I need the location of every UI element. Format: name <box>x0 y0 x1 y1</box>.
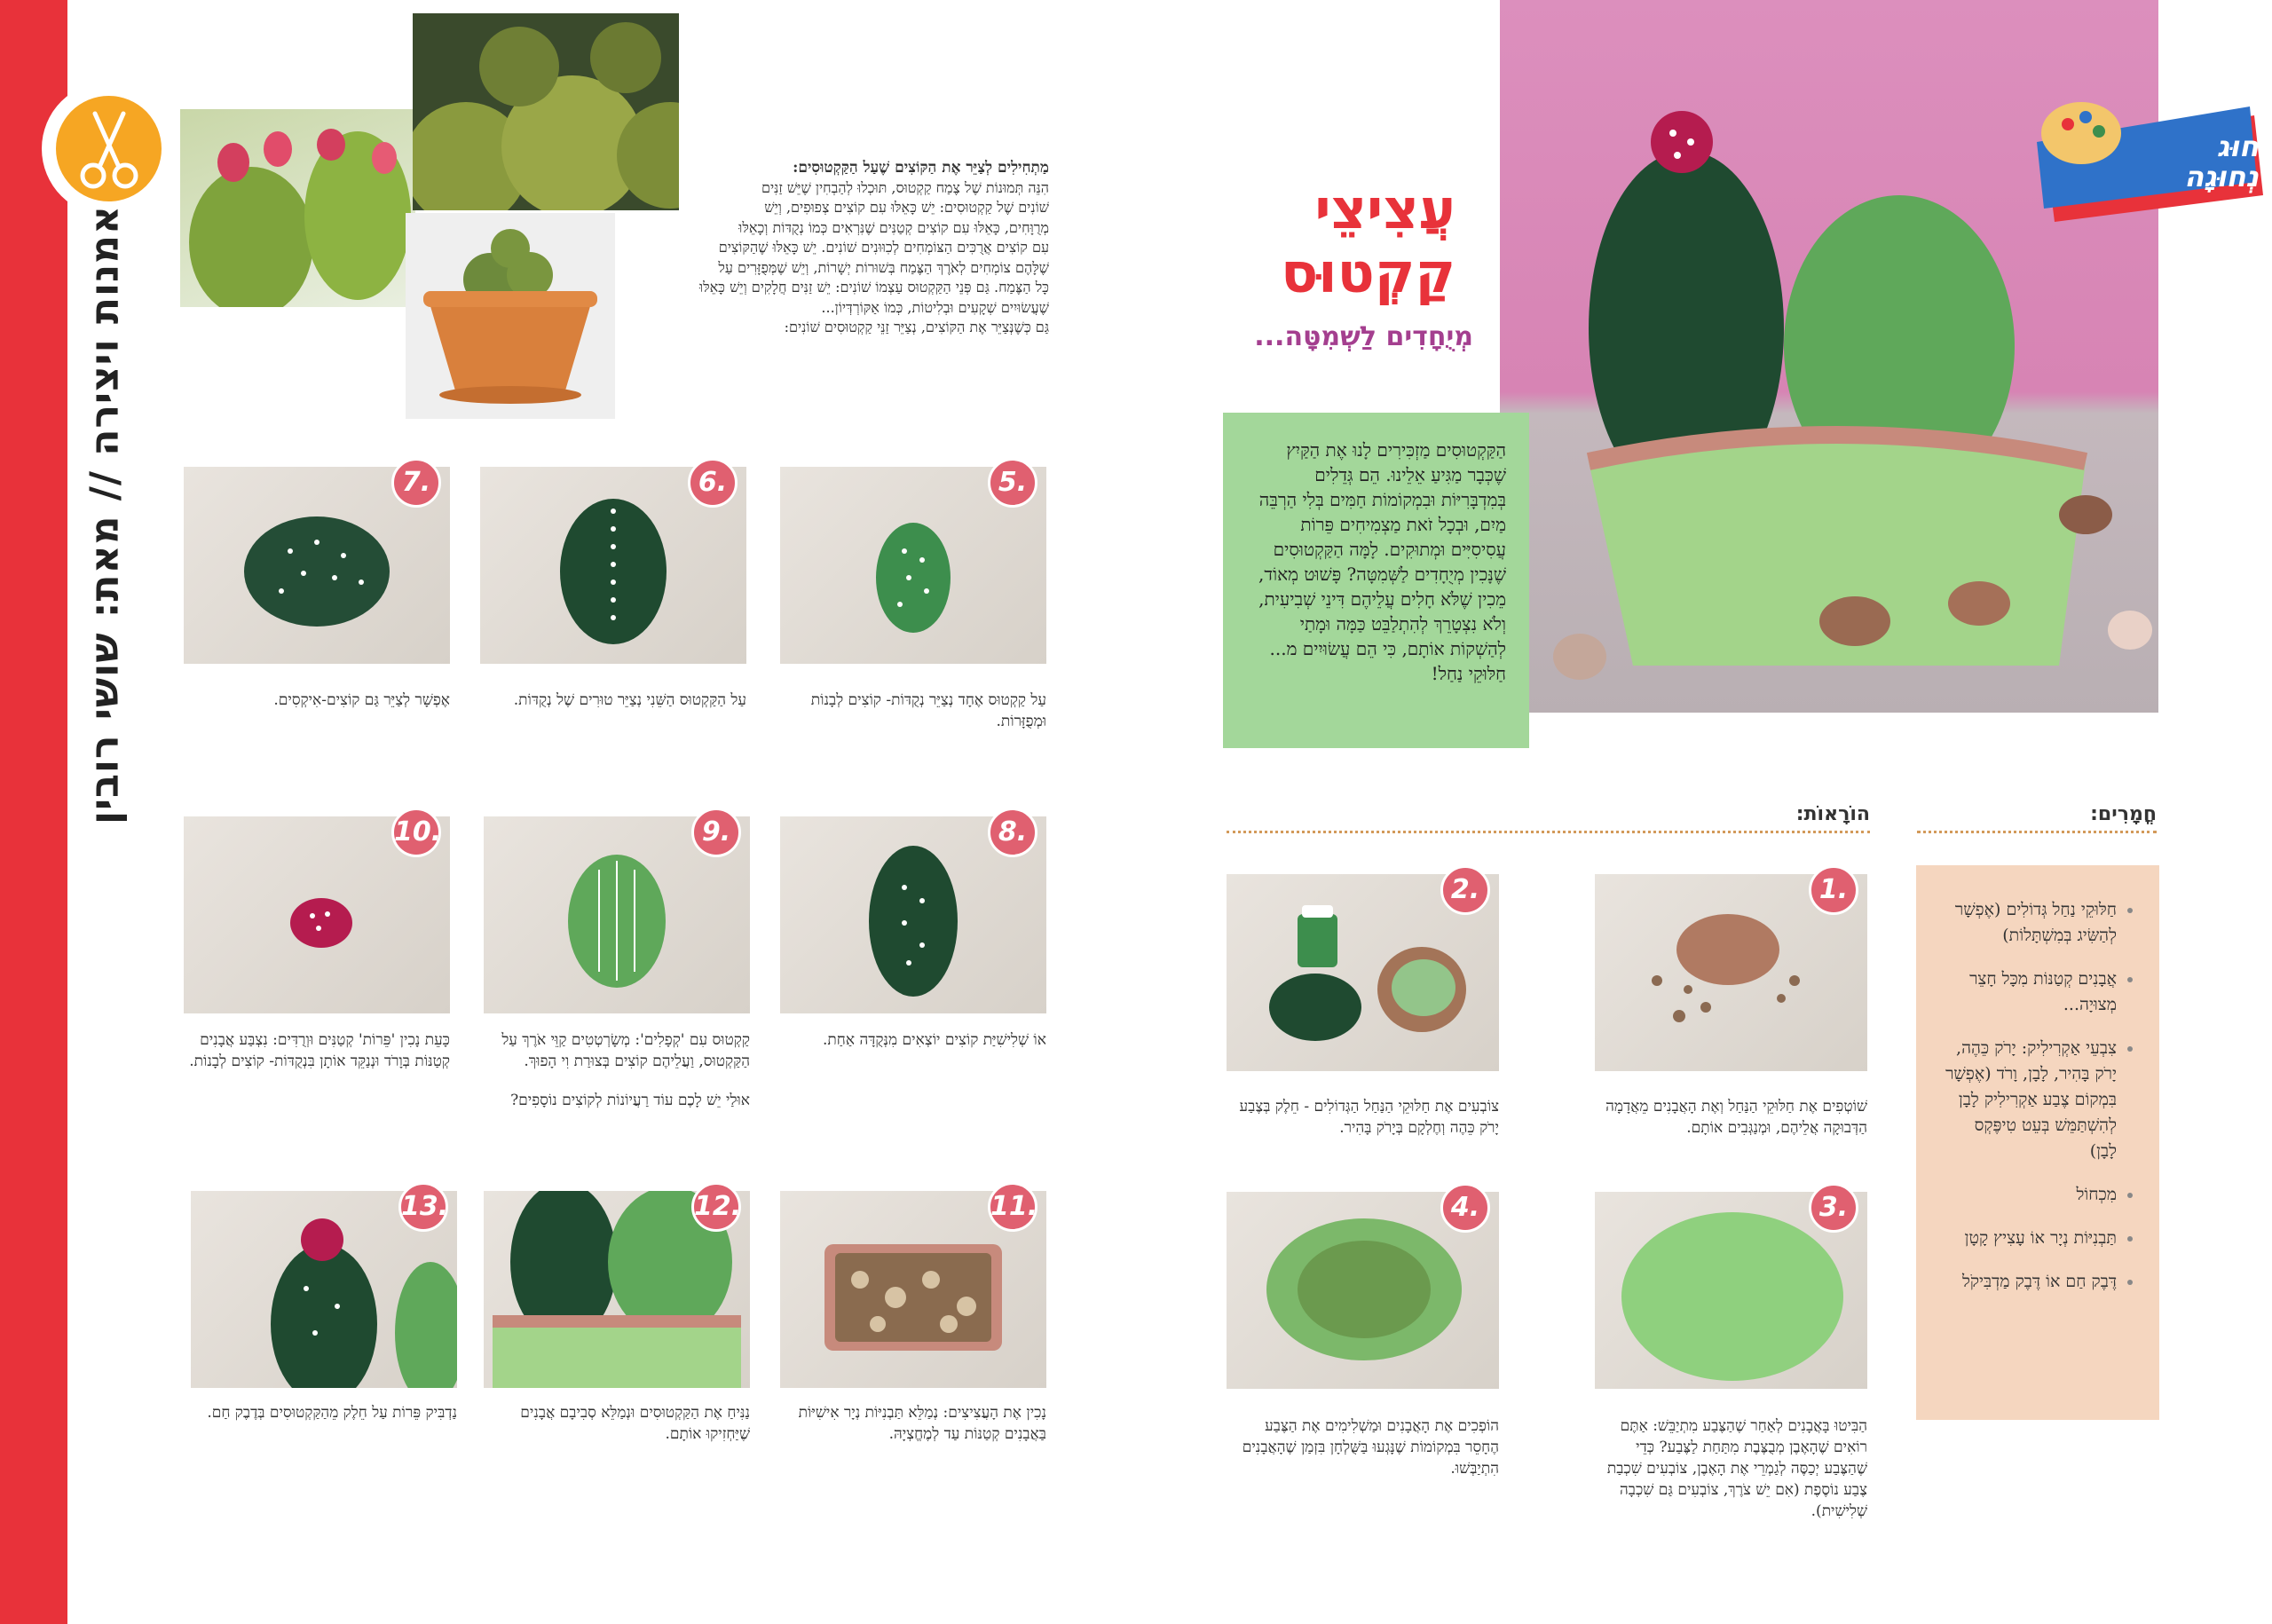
intro-paragraph <box>621 158 1049 338</box>
material-item: • מִכְחוֹל <box>1943 1182 2117 1208</box>
step-11-caption: נָכִין אֶת הָעֲצִיצִים: נְמַלֵּא תַּבְנִיּוֹת נְיָר אִישִׁיּוֹת בַּאֲבָנִים קְטַנּוֹת עַד לְמֶחֱצְיָהּ. <box>798 1404 1046 1443</box>
vertical-credit <box>78 205 131 824</box>
step-6-photo <box>480 467 746 664</box>
step-11-photo <box>780 1191 1046 1388</box>
intro-line: שֶׁלָּהֶם צוֹמְחִים לְאֹרֶךְ הַצֶּמַח בְּשׁוּרוֹת יְשָׁרוֹת, וְיֵשׁ שֶׁמְּפֻזָּרִים עַל <box>718 258 1049 276</box>
materials-list <box>1943 897 2133 1295</box>
step-8-photo <box>780 816 1046 1013</box>
scissors-icon <box>56 96 162 201</box>
step-10-photo <box>184 816 450 1013</box>
material-item: • צִבְעֵי אַקְרִילִיק: יָרֹק כֵּהֶה, יָרֹק בָּהִיר, לָבָן, וָרֹד (אֶפְשָׁר בִּמְקוֹם צֶבַע אַקְרִילִיק לָבָן לְהִשְׁתַּמֵּשׁ בְּעֵט טִיפֶּקְס לָבָן) <box>1943 1036 2117 1164</box>
instructions-heading <box>1227 803 1870 833</box>
green-intro-box <box>1223 413 1529 748</box>
step-2-photo <box>1227 874 1499 1071</box>
step-8-caption: אוֹ שְׁלִישִׁיַּת קוֹצִים יוֹצְאִים מִנְּקֻדָּה אַחַת. <box>823 1031 1046 1049</box>
material-item: • דֶּבֶק חַם אוֹ דֶּבֶק מַדְבִּיקֹל <box>1943 1269 2117 1295</box>
step-12-photo <box>484 1191 750 1388</box>
step-2-caption: צוֹבְעִים אֶת חַלּוּקֵי הַנַּחַל הַגְּדוֹלִים - חֵלֶק בְּצֶבַע יָרֹק כֵּהֶה וְחֶלְקָם בְּיָרֹק בָּהִיר. <box>1239 1098 1499 1137</box>
step-12-caption: נַנִּיחַ אֶת הַקַּקְטוּסִים וּנְמַלֵּא סְבִיבָם אֲבָנִים שֶׁיַּחְזִיקוּ אוֹתָם. <box>520 1404 750 1443</box>
step-number-badge: 9. <box>691 808 741 857</box>
step-4-photo <box>1227 1192 1499 1389</box>
logo-line-1: חוּג <box>2216 130 2259 163</box>
intro-line: מְרֻוָּחִים, כָּאֵלּוּ עִם קוֹצִים קְטַנִּים שֶׁנִּרְאִים כְּמוֹ נְקֻדּוֹת וְכָאֵלּוּ <box>738 218 1049 236</box>
step-5-caption: עַל קַקְטוּס אֶחָד נְצַיֵּר נְקֻדּוֹת- קוֹצִים לְבָנוֹת וּמְפֻזָּרוֹת. <box>810 691 1046 730</box>
step-13-caption: נַדְבִּיק פֵּרוֹת עַל חֵלֶק מֵהַקַּקְטוּסִים בְּדֶבֶק חַם. <box>207 1404 457 1422</box>
step-1-caption: שׁוֹטְפִים אֶת חַלּוּקֵי הַנַּחַל וְאֶת הָאֲבָנִים מֵאֲדָמָה הַדְּבוּקָה אֲלֵיהֶם, וּמְנַגְּבִים אוֹתָם. <box>1605 1098 1867 1137</box>
logo-badge <box>2028 62 2272 222</box>
scissors-badge <box>44 84 173 213</box>
step-3-photo <box>1595 1192 1867 1389</box>
materials-box <box>1916 865 2159 1420</box>
step-number-badge: 1. <box>1809 865 1858 915</box>
step-3-caption: הַבִּיטוּ בָּאֲבָנִים לְאַחַר שֶׁהַצֶּבַע מִתְיַבֵּשׁ: אַתֶּם רוֹאִים שֶׁהָאֶבֶן מְבֻצֶּבֶת מִתַּחַת לַצֶּבַע? כְּדֵי שֶׁהַצֶּבַע יְכַסֶּה לְגַמְרֵי אֶת הָאֶבֶן, צוֹבְעִים שִׁכְבַת צֶבַע נוֹסֶפֶת (אִם יֵשׁ צֹרֶךְ, צוֹבְעִים גַּם שִׁכְבָה שְׁלִישִׁית). <box>1606 1417 1867 1520</box>
title-line-2: קַקְטוּס <box>1281 240 1456 305</box>
step-number-badge: 3. <box>1809 1183 1858 1233</box>
page-subtitle: מְיֻחָדִים לַשְׁמִטָּה... <box>1254 321 1473 352</box>
step-7-caption: אֶפְשָׁר לְצַיֵּר גַּם קוֹצִים-אִיקְסִים. <box>273 691 450 709</box>
step-number-badge: 12. <box>691 1182 741 1232</box>
step-number-badge: 8. <box>988 808 1037 857</box>
step-6-caption: עַל הַקַּקְטוּס הַשֵּׁנִי נְצַיֵּר טוּרִים שֶׁל נְקֻדּוֹת. <box>513 691 746 709</box>
photo-cactus-pot <box>406 213 615 419</box>
title-line-1: עֲצִיצֵי <box>1314 177 1456 241</box>
intro-line: שֶׁעֲשׂוּיִים שְׁקָעִים וּבְלִיטוֹת, כְּמוֹ אַקּוֹרְדְּיוֹן... <box>821 298 1049 316</box>
material-item: • חַלּוּקֵי נַחַל גְּדוֹלִים (אֶפְשָׁר לְהַשִּׂיג בְּמִשְׁתָּלוֹת) <box>1943 897 2117 949</box>
intro-line: שׁוֹנִים שֶׁל קַקְטוּסִים: יֵשׁ כָּאֵלּוּ עִם קוֹצִים צְפוּפִים, וְיֵשׁ <box>764 199 1049 216</box>
logo-line-2: נְחוּגָה <box>2184 160 2259 193</box>
material-item: • תַּבְנִיּוֹת נְיָר אוֹ עָצִיץ קָטָן <box>1943 1226 2117 1251</box>
instructions-heading-text: הוֹרָאוֹת: <box>1795 803 1870 825</box>
step-9-text: קַקְטוּס עִם 'קְפָלִים': מְשָׂרְטְטִים קַוֵּי אֹרֶךְ עַל הַקַּקְטוּס, וַעֲלֵיהֶם קוֹצִים בְּצוּרַת וִי הָפוּךְ. <box>501 1031 750 1070</box>
step-7-photo <box>184 467 450 664</box>
step-number-badge: 2. <box>1440 865 1490 915</box>
step-1-photo <box>1595 874 1867 1071</box>
step-number-badge: 6. <box>688 458 738 508</box>
step-number-badge: 7. <box>391 458 441 508</box>
material-item: • אֲבָנִים קְטַנּוֹת מִכָּל חָצֵר מְצוּיָה... <box>1943 966 2117 1018</box>
green-box-text: הַקַּקְטוּסִים מַזְכִּירִים לָנוּ אֶת הַקַּיִץ שֶׁכְּבָר מַגִּיעַ אֵלֵינוּ. הֵם גְּדֵלִים בְּמִדְבָּרִיּוֹת וּבִמְקוֹמוֹת חַמִּים בְּלִי הַרְבֵּה מַיִם, וּבְכָל זֹאת מַצְמִיחִים פֵּרוֹת עֲסִיסִיִּים וּמְתוּקִים. לָמָּה הַקַּקְטוּסִים שֶׁנָּכִין מְיֻחָדִים לַשְּׁמִטָּה? פָּשׁוּט מְאוֹד, מֵכִין שֶׁלֹּא חָלִים עֲלֵיהֶם דִּינֵי שְׁבִיעִית, וְלֹא נִצְטָרֵךְ לְהִתְלַבֵּט כַּמָּה וּמָתַי לְהַשְׁקוֹת אוֹתָם, כִּי הֵם עֲשׂוּיִים מ... חַלּוּקֵי נַחַל! <box>1258 439 1506 684</box>
photo-prickly-pear <box>180 109 415 307</box>
step-10-caption: כָּעֵת נָכִין 'פֵּרוֹת' קְטַנִּים וּוְרֻדִּים: נִצְבַּע אֲבָנִים קְטַנּוֹת בְּוָרֹד וּנְנַקֵּד אוֹתָן בִּנְקֻדּוֹת- קוֹצִים לְבָנוֹת. <box>189 1031 450 1070</box>
materials-heading-text: חֳמָרִים: <box>2090 803 2157 825</box>
red-side-strip <box>0 0 67 1624</box>
intro-line: גַּם כְּשֶׁנְּצַיֵּר אֶת הַקּוֹצִים, נְצַיֵּר זַנֵּי קַקְטוּסִים שׁוֹנִים: <box>784 319 1049 335</box>
step-number-badge: 5. <box>988 458 1037 508</box>
credit-text: אמנות ויצירה // מאת: שושי רובין <box>82 205 128 824</box>
step-9-extra: אוּלַי יֵשׁ לָכֶם עוֹד רַעֲיוֹנוֹת לְקוֹצִים נוֹסָפִים? <box>510 1092 750 1109</box>
step-13-photo <box>191 1191 457 1388</box>
intro-line: כָּל הַצֶּמַח. גַּם פְּנֵי הַקַּקְטוּס עַצְמוֹ שׁוֹנִים: יֵשׁ זַנִּים חֲלָקִים וְיֵשׁ כָּאֵלּוּ <box>699 279 1049 296</box>
step-number-badge: 13. <box>398 1182 448 1232</box>
step-9-caption <box>484 1029 750 1111</box>
step-9-photo <box>484 816 750 1013</box>
intro-line: עִם קוֹצִים אֲרֻכִּים הַצּוֹמְחִים לְכִוּוּנִים שׁוֹנִים. יֵשׁ כָּאֵלּוּ שֶׁהַקּוֹצִים <box>718 239 1049 256</box>
step-4-caption: הוֹפְכִים אֶת הָאֲבָנִים וּמַשְׁלִימִים אֶת הַצֶּבַע הֶחָסֵר בִּמְקוֹמוֹת שֶׁנָּגְעוּ בַּשֻּׁלְחָן בִּזְמַן שֶׁהָאֲבָנִים הִתְיַבְּשׁוּ. <box>1242 1417 1499 1478</box>
step-number-badge: 4. <box>1440 1183 1490 1233</box>
step-number-badge: 10. <box>391 808 441 857</box>
step-5-photo <box>780 467 1046 664</box>
intro-heading: מַתְחִילִים לְצַיֵּר אֶת הַקּוֹצִים שֶׁעַל הַקַּקְטוּסִים: <box>793 159 1049 177</box>
intro-line: הִנֵּה תְּמוּנוֹת שֶׁל צֶמַח קַקְטוּס, תּוּכְלוּ לְהַבְחִין שֶׁיֵּשׁ זַנִּים <box>761 178 1049 196</box>
step-number-badge: 11. <box>988 1182 1037 1232</box>
materials-heading <box>1917 803 2157 833</box>
page-title <box>1180 177 1456 305</box>
